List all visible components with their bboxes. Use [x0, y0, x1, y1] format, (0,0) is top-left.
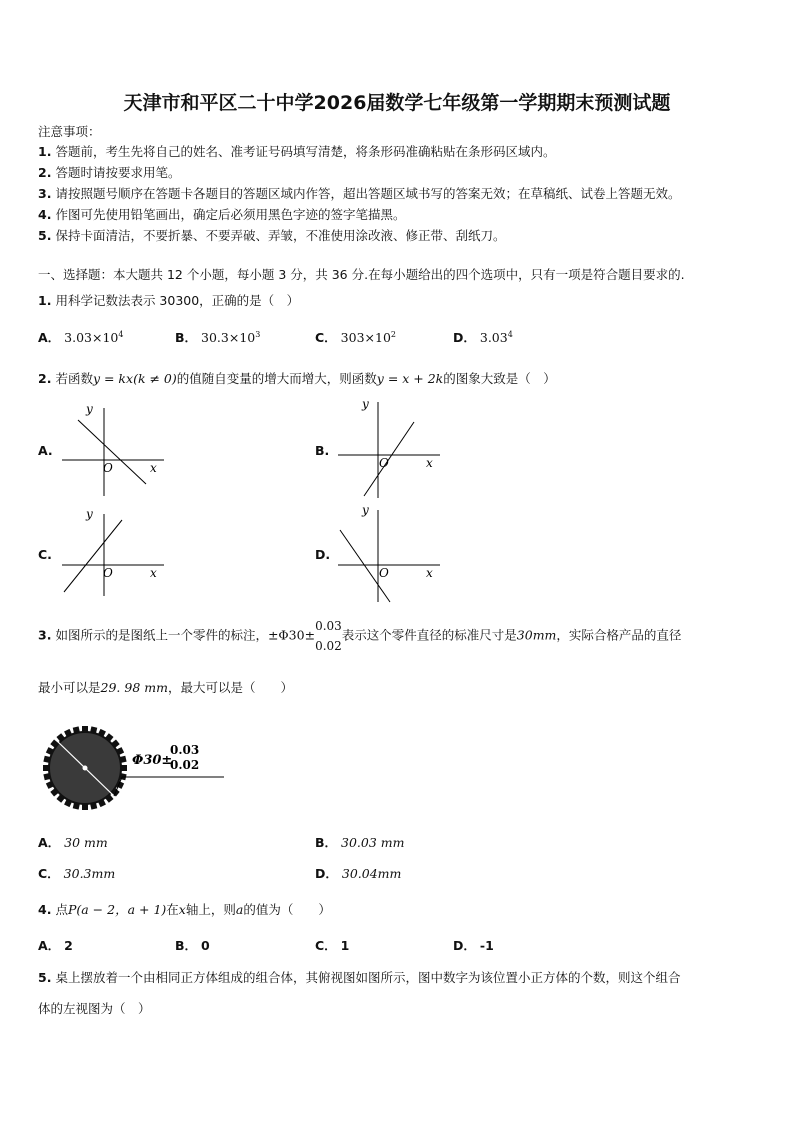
- notice-heading: 注意事项：: [38, 124, 101, 139]
- question-1: 1. 用科学记数法表示 30300，正确的是（ ）: [38, 293, 300, 308]
- x-axis-label: x: [426, 456, 433, 470]
- q1-option-d: D． 3.03$^4$: [453, 329, 513, 345]
- tolerance-fraction: 0.03 0.02: [315, 619, 342, 653]
- notice-item: 2. 答题时请按要求用笔。: [38, 165, 181, 180]
- gear-figure: [40, 722, 240, 814]
- origin-label: O: [103, 461, 113, 475]
- q2-graph-b: [336, 394, 446, 500]
- q3-option-b: B． 30.03 mm: [315, 835, 405, 850]
- q2-graph-d: [336, 502, 446, 606]
- fig-dimension-label: Φ30±: [132, 753, 173, 768]
- question-5: 5. 桌上摆放着一个由相同正方体组成的组合体，其俯视图如图所示，图中数字为该位置小正方体的个数，则这个组合: [38, 970, 681, 985]
- q4-option-a: A． 2: [38, 938, 73, 953]
- q4-option-c: C． 1: [315, 938, 350, 953]
- question-3: 3. 如图所示的是图纸上一个零件的标注，±Φ30±0.03 0.02表示这个零件直径的标准尺寸是30mm，实际合格产品的直径: [38, 616, 681, 656]
- notice-item: 4. 作图可先使用铅笔画出，确定后必须用黑色字迹的签字笔描黑。: [38, 207, 406, 222]
- origin-label: O: [103, 566, 113, 580]
- question-5-line2: 体的左视图为（ ）: [38, 1001, 151, 1016]
- q2-option-d-label: D.: [315, 547, 331, 562]
- section-heading: 一、选择题：本大题共 12 个小题，每小题 3 分，共 36 分.在每小题给出的四个选项中，只有一项是符合题目要求的.: [38, 267, 685, 282]
- origin-label: O: [379, 456, 389, 470]
- q2-option-c-label: C.: [38, 547, 52, 562]
- question-4: 4. 点P(a − 2，a + 1)在x轴上，则a的值为（ ）: [38, 902, 331, 917]
- x-axis-label: x: [150, 566, 157, 580]
- y-axis-label: y: [86, 507, 93, 521]
- q2-option-a-label: A.: [38, 443, 53, 458]
- q2-graph-c: [60, 506, 170, 598]
- question-3-line2: 最小可以是29. 98 mm，最大可以是（ ）: [38, 680, 293, 695]
- notice-item: 5. 保持卡面清洁，不要折暴、不要弄破、弄皱，不准使用涂改液、修正带、刮纸刀。: [38, 228, 506, 243]
- fig-upper-tol: 0.03: [170, 743, 200, 757]
- q4-option-d: D． -1: [453, 938, 494, 953]
- q2-graph-a: [60, 398, 170, 498]
- q1-option-b: B． $30.3\times 10^3$: [175, 329, 261, 345]
- question-2: 2. 若函数y = kx(k ≠ 0)的值随自变量的增大而增大，则函数y = x + 2k的图象大致是（ ）: [38, 371, 556, 386]
- x-axis-label: x: [426, 566, 433, 580]
- y-axis-label: y: [362, 397, 369, 411]
- page-title: 天津市和平区二十中学2026届数学七年级第一学期期末预测试题: [123, 92, 671, 114]
- q3-option-d: D． 30.04mm: [315, 866, 402, 881]
- x-axis-label: x: [150, 461, 157, 475]
- q3-option-a: A． 30 mm: [38, 835, 108, 850]
- q4-option-b: B． 0: [175, 938, 210, 953]
- q1-option-c: C． $303\times 10^2$: [315, 329, 397, 345]
- notice-item: 3. 请按照题号顺序在答题卡各题目的答题区域内作答，超出答题区域书写的答案无效；在草稿纸、试卷上答题无效。: [38, 186, 681, 201]
- q2-option-b-label: B.: [315, 443, 330, 458]
- notice-item: 1. 答题前，考生先将自己的姓名、准考证号码填写清楚，将条形码准确粘贴在条形码区域内。: [38, 144, 556, 159]
- y-axis-label: y: [86, 402, 93, 416]
- y-axis-label: y: [362, 503, 369, 517]
- q3-option-c: C． 30.3mm: [38, 866, 116, 881]
- origin-label: O: [379, 566, 389, 580]
- q1-option-a: A． $3.03\times 10^4$: [38, 329, 124, 345]
- fig-lower-tol: 0.02: [170, 758, 200, 772]
